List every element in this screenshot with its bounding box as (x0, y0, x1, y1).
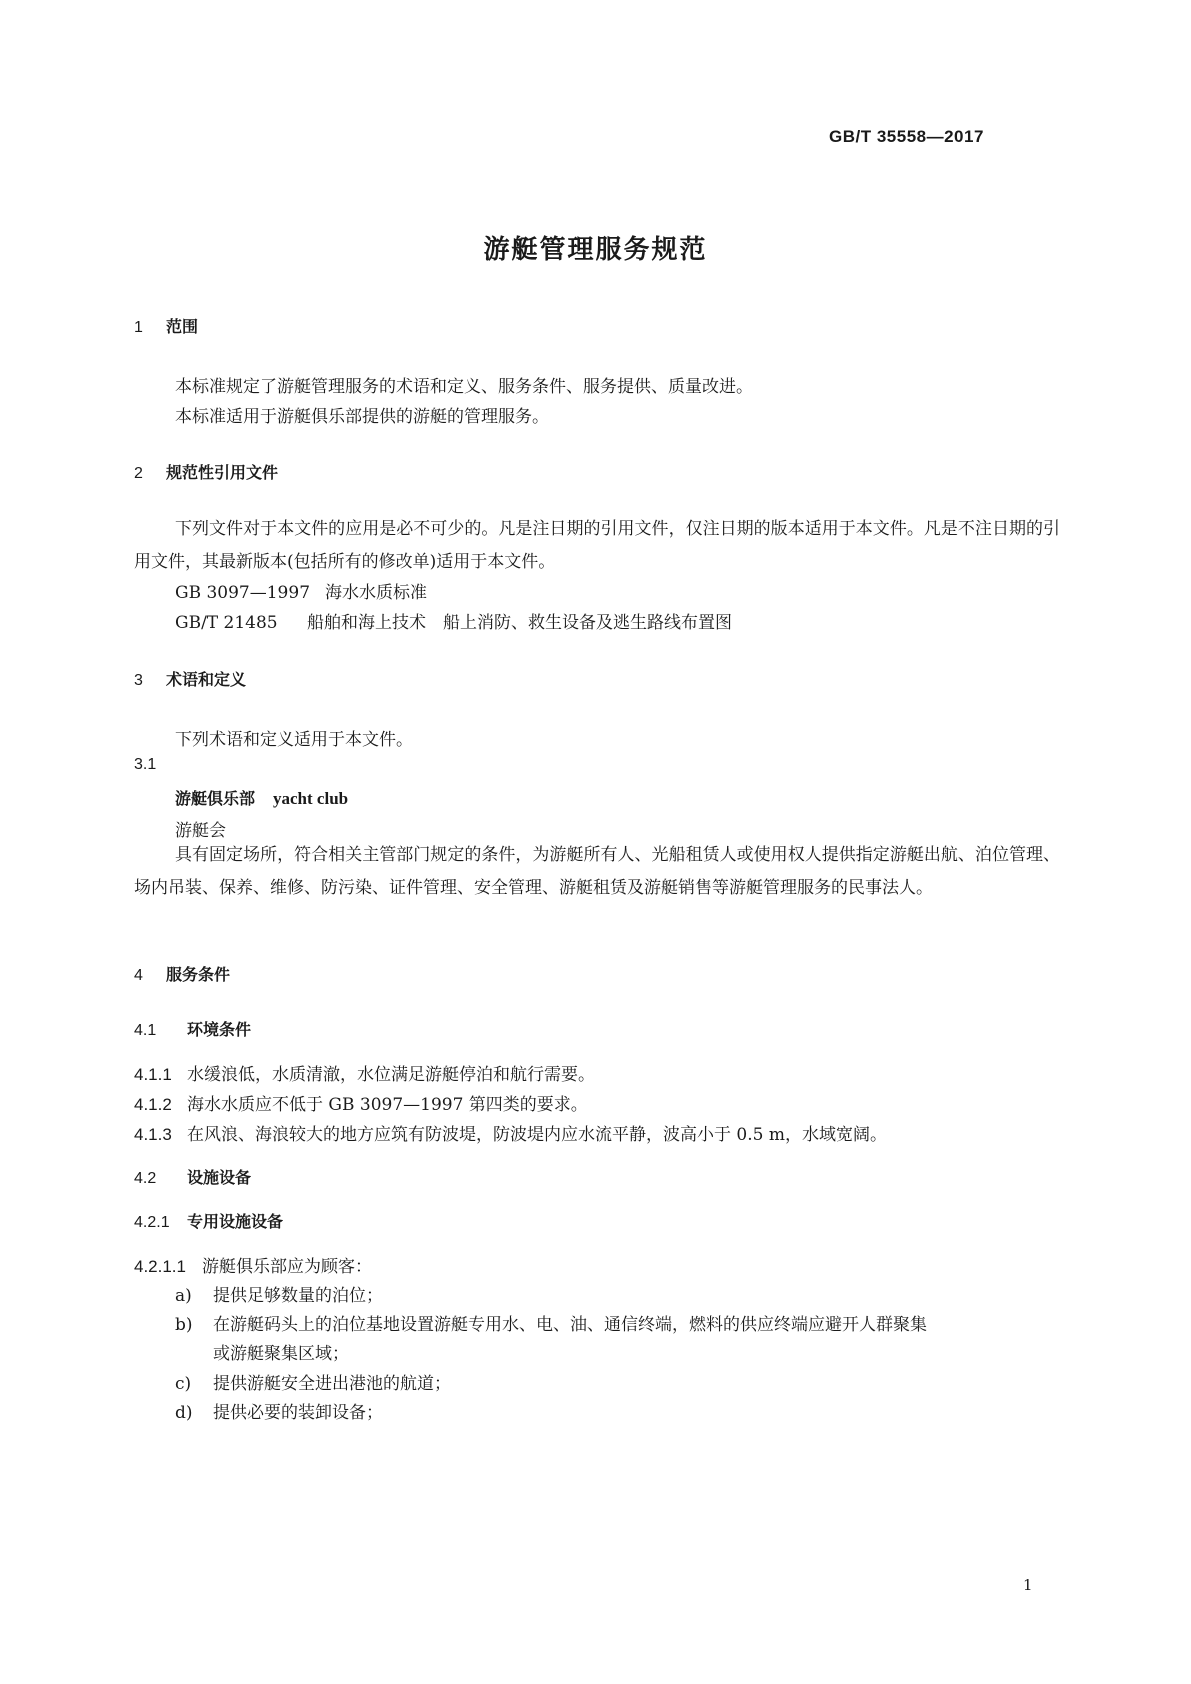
list-text: 提供必要的装卸设备； (213, 1403, 383, 1423)
subsection-number: 4.1 (134, 1022, 157, 1039)
section-title: 规范性引用文件 (166, 463, 279, 482)
term-english: yacht club (273, 789, 349, 808)
clause-number: 4.1.3 (134, 1125, 172, 1144)
normative-reference (175, 608, 732, 633)
section-number: 3 (134, 672, 143, 689)
clause-text: 水缓浪低，水质清澈，水位满足游艇停泊和航行需要。 (187, 1065, 595, 1085)
subsection-4-2-1-heading (134, 1209, 283, 1232)
clause-number: 4.1.1 (134, 1065, 172, 1084)
section-number: 2 (134, 465, 143, 482)
page-number: 1 (1023, 1576, 1033, 1594)
term-admitted-alternative: 游艇会 (175, 821, 226, 841)
clause-text: 海水水质应不低于 GB 3097—1997 第四类的要求。 (187, 1095, 588, 1115)
list-label: d) (175, 1403, 193, 1423)
section-title: 范围 (166, 317, 199, 336)
standard-number: GB/T 35558—2017 (829, 127, 984, 146)
clause-4-2-1-1 (134, 1252, 372, 1277)
subsection-title: 设施设备 (187, 1168, 252, 1187)
list-text: 提供足够数量的泊位； (213, 1286, 383, 1306)
paragraph: 下列文件对于本文件的应用是必不可少的。凡是注日期的引用文件，仅注日期的版本适用于本文件。凡是不注日期的引用文件，其最新版本(包括所有的修改单)适用于本文件。 (134, 519, 1060, 572)
section-4-heading (134, 962, 230, 985)
paragraph: 本标准适用于游艇俱乐部提供的游艇的管理服务。 (175, 407, 549, 427)
section-3-heading (134, 667, 246, 690)
term-number: 3.1 (134, 756, 157, 773)
list-label: c) (175, 1374, 192, 1394)
paragraph: 本标准规定了游艇管理服务的术语和定义、服务条件、服务提供、质量改进。 (175, 377, 753, 397)
list-item (175, 1398, 383, 1423)
section-number: 4 (134, 967, 143, 984)
clause-number: 4.2.1.1 (134, 1257, 186, 1276)
subsection-4-1-heading (134, 1017, 251, 1040)
subsection-number: 4.2.1 (134, 1214, 170, 1231)
list-item (175, 1281, 383, 1306)
section-title: 术语和定义 (166, 670, 247, 689)
term-definition: 具有固定场所，符合相关主管部门规定的条件，为游艇所有人、光船租赁人或使用权人提供指定游艇出航、泊位管理、场内吊装、保养、维修、防污染、证件管理、安全管理、游艇租赁及游艇销售等游艇管理服务的民事法人。 (134, 845, 1060, 898)
reference-code: GB 3097—1997 (175, 583, 311, 603)
subsection-number: 4.2 (134, 1170, 157, 1187)
clause-4-1-3 (134, 1120, 887, 1145)
list-text: 提供游艇安全进出港池的航道； (213, 1374, 451, 1394)
list-label: a) (175, 1286, 192, 1306)
list-label: b) (175, 1315, 193, 1335)
reference-code: GB/T 21485 (175, 613, 278, 633)
clause-text: 在风浪、海浪较大的地方应筑有防波堤，防波堤内应水流平静，波高小于 0.5 m，水域宽阔。 (187, 1125, 887, 1145)
clause-4-1-2 (134, 1090, 588, 1115)
clause-4-1-1 (134, 1060, 595, 1085)
section-1-heading (134, 314, 198, 337)
list-item (175, 1310, 927, 1335)
reference-title: 海水水质标准 (325, 583, 427, 603)
list-item-continuation: 或游艇聚集区域； (213, 1344, 349, 1364)
term-chinese: 游艇俱乐部 (175, 789, 256, 808)
section-2-heading (134, 460, 278, 483)
list-text: 在游艇码头上的泊位基地设置游艇专用水、电、油、通信终端，燃料的供应终端应避开人群聚集 (213, 1315, 927, 1335)
paragraph: 下列术语和定义适用于本文件。 (175, 730, 413, 750)
clause-text: 游艇俱乐部应为顾客： (202, 1257, 372, 1277)
reference-title: 船舶和海上技术 船上消防、救生设备及逃生路线布置图 (307, 613, 732, 633)
section-title: 服务条件 (166, 965, 231, 984)
section-number: 1 (134, 319, 143, 336)
clause-number: 4.1.2 (134, 1095, 172, 1114)
subsection-title: 环境条件 (187, 1020, 252, 1039)
normative-reference (175, 578, 427, 603)
term-entry (175, 786, 348, 809)
subsection-title: 专用设施设备 (187, 1212, 284, 1231)
document-title: 游艇管理服务规范 (483, 235, 708, 265)
subsection-4-2-heading (134, 1165, 251, 1188)
list-item (175, 1369, 451, 1394)
